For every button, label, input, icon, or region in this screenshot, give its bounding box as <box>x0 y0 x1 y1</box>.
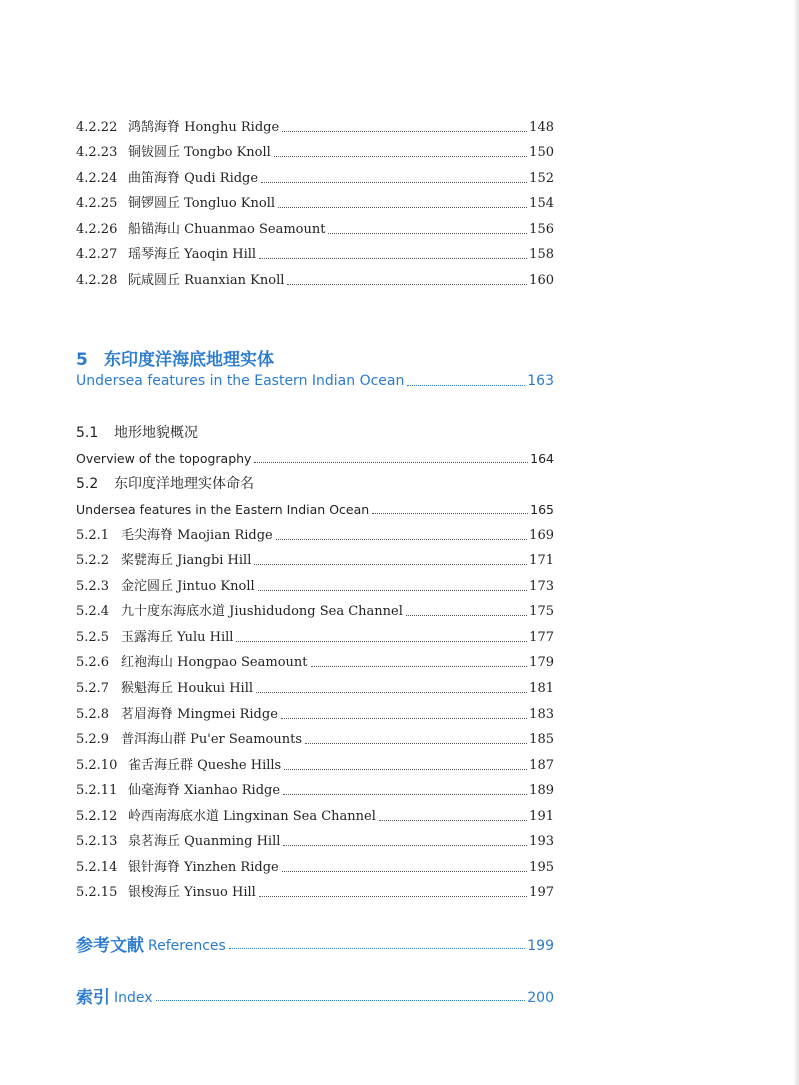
entry-title: 银针海脊 Yinzhen Ridge <box>128 860 279 875</box>
section-5-1-heading[interactable] <box>76 422 198 442</box>
dot-leader <box>254 564 527 565</box>
toc-entry-4-2-27[interactable] <box>76 242 554 262</box>
chapter-number: 5 <box>76 350 88 370</box>
toc-entry-5-2-15[interactable] <box>76 880 554 900</box>
entry-number: 5.2.8 <box>76 707 110 722</box>
entry-page: 173 <box>529 579 554 594</box>
dot-leader <box>281 718 527 719</box>
dot-leader <box>236 641 527 642</box>
entry-title: 船锚海山 Chuanmao Seamount <box>128 222 326 237</box>
entry-number: 5.2.9 <box>76 732 110 747</box>
entry-number: 5.2.4 <box>76 604 110 619</box>
dot-leader <box>328 233 527 234</box>
dot-leader <box>372 513 528 514</box>
entry-number: 4.2.22 <box>76 120 118 135</box>
toc-entry-index[interactable] <box>76 982 554 1006</box>
entry-page: 177 <box>529 630 554 645</box>
entry-number: 4.2.28 <box>76 273 118 288</box>
entry-number: 5.2.2 <box>76 553 110 568</box>
dot-leader <box>256 692 527 693</box>
entry-title: 红袍海山 Hongpao Seamount <box>121 655 308 670</box>
entry-page: 189 <box>529 783 554 798</box>
dot-leader <box>283 794 527 795</box>
references-title-en: References <box>148 938 226 954</box>
entry-page: 156 <box>529 222 554 237</box>
entry-title: 阮咸圆丘 Ruanxian Knoll <box>128 273 285 288</box>
entry-title: 银梭海丘 Yinsuo Hill <box>128 885 256 900</box>
entry-page: 181 <box>529 681 554 696</box>
entry-title: 岭西南海底水道 Lingxinan Sea Channel <box>128 809 376 824</box>
dot-leader <box>283 845 527 846</box>
dot-leader <box>258 590 528 591</box>
toc-entry-5-2-13[interactable] <box>76 829 554 849</box>
entry-title: 猴魁海丘 Houkui Hill <box>121 681 254 696</box>
entry-page: 152 <box>529 171 554 186</box>
entry-title: 瑶琴海丘 Yaoqin Hill <box>128 247 257 262</box>
toc-entry-references[interactable] <box>76 930 554 954</box>
toc-entry-5-1[interactable] <box>76 446 554 466</box>
toc-entry-5-2-7[interactable] <box>76 676 554 696</box>
dot-leader <box>259 896 527 897</box>
toc-entry-5-2-8[interactable] <box>76 702 554 722</box>
toc-entry-5-2[interactable] <box>76 497 554 517</box>
dot-leader <box>406 615 527 616</box>
toc-entry-chapter-5[interactable] <box>76 369 554 389</box>
page-edge-shadow <box>793 0 799 1085</box>
section-number: 5.1 <box>76 425 99 441</box>
entry-number: 5.2.7 <box>76 681 110 696</box>
entry-page: 164 <box>530 451 554 466</box>
dot-leader <box>261 182 527 183</box>
toc-entry-5-2-9[interactable] <box>76 727 554 747</box>
toc-entry-5-2-10[interactable] <box>76 753 554 773</box>
entry-number: 5.2.6 <box>76 655 110 670</box>
dot-leader <box>229 948 525 949</box>
dot-leader <box>276 539 527 540</box>
entry-page: 199 <box>527 938 554 954</box>
dot-leader <box>305 743 527 744</box>
entry-page: 193 <box>529 834 554 849</box>
entry-number: 5.2.5 <box>76 630 110 645</box>
toc-entry-4-2-28[interactable] <box>76 268 554 288</box>
entry-page: 179 <box>529 655 554 670</box>
entry-page: 171 <box>529 553 554 568</box>
entry-number: 5.2.11 <box>76 783 118 798</box>
toc-entry-5-2-5[interactable] <box>76 625 554 645</box>
dot-leader <box>287 284 527 285</box>
entry-title: 茗眉海脊 Mingmei Ridge <box>121 707 278 722</box>
entry-page: 160 <box>529 273 554 288</box>
toc-entry-4-2-23[interactable] <box>76 140 554 160</box>
entry-page: 200 <box>527 990 554 1006</box>
entry-number: 5.2.14 <box>76 860 118 875</box>
entry-number: 5.2.12 <box>76 809 118 824</box>
entry-title: 鸿鹄海脊 Honghu Ridge <box>128 120 280 135</box>
toc-entry-5-2-12[interactable] <box>76 804 554 824</box>
entry-page: 183 <box>529 707 554 722</box>
index-title-cn: 索引 <box>76 988 110 1008</box>
dot-leader <box>407 385 525 386</box>
entry-number: 4.2.25 <box>76 196 118 211</box>
toc-entry-4-2-24[interactable] <box>76 166 554 186</box>
toc-entry-5-2-1[interactable] <box>76 523 554 543</box>
toc-entry-5-2-11[interactable] <box>76 778 554 798</box>
entry-number: 4.2.27 <box>76 247 118 262</box>
entry-number: 4.2.24 <box>76 171 118 186</box>
section-number: 5.2 <box>76 476 99 492</box>
entry-title: 毛尖海脊 Maojian Ridge <box>121 528 273 543</box>
entry-page: 191 <box>529 809 554 824</box>
entry-number: 5.2.13 <box>76 834 118 849</box>
dot-leader <box>284 769 527 770</box>
entry-title: 雀舌海丘群 Queshe Hills <box>128 758 282 773</box>
entry-page: 195 <box>529 860 554 875</box>
dot-leader <box>274 156 527 157</box>
entry-number: 5.2.3 <box>76 579 110 594</box>
entry-number: 5.2.15 <box>76 885 118 900</box>
entry-title: 仙毫海脊 Xianhao Ridge <box>128 783 281 798</box>
toc-entry-5-2-2[interactable] <box>76 548 554 568</box>
dot-leader <box>311 666 528 667</box>
entry-title: 普洱海山群 Pu'er Seamounts <box>121 732 303 747</box>
dot-leader <box>379 820 527 821</box>
entry-number: 5.2.10 <box>76 758 118 773</box>
section-title-cn: 地形地貌概况 <box>114 425 198 441</box>
section-5-2-heading[interactable] <box>76 473 254 493</box>
chapter-title-cn: 东印度洋海底地理实体 <box>104 350 274 370</box>
toc-entry-5-2-3[interactable] <box>76 574 554 594</box>
entry-page: 185 <box>529 732 554 747</box>
chapter-5-heading[interactable] <box>76 345 274 370</box>
entry-title: 铜钹圆丘 Tongbo Knoll <box>128 145 271 160</box>
entry-number: 4.2.26 <box>76 222 118 237</box>
toc-entry-5-2-6[interactable] <box>76 650 554 670</box>
dot-leader <box>282 131 527 132</box>
toc-entry-4-2-26[interactable] <box>76 217 554 237</box>
entry-number: 4.2.23 <box>76 145 118 160</box>
entry-page: 154 <box>529 196 554 211</box>
references-title-cn: 参考文献 <box>76 936 144 956</box>
chapter-title-en: Undersea features in the Eastern Indian Ocean <box>76 373 405 389</box>
entry-title: 桨甓海丘 Jiangbi Hill <box>121 553 252 568</box>
section-title-en: Undersea features in the Eastern Indian Ocean <box>76 502 370 517</box>
entry-title: 玉露海丘 Yulu Hill <box>121 630 234 645</box>
toc-entry-5-2-14[interactable] <box>76 855 554 875</box>
entry-page: 169 <box>529 528 554 543</box>
index-title-en: Index <box>114 990 153 1006</box>
section-title-en: Overview of the topography <box>76 451 252 466</box>
entry-page: 197 <box>529 885 554 900</box>
entry-page: 150 <box>529 145 554 160</box>
entry-page: 158 <box>529 247 554 262</box>
dot-leader <box>278 207 527 208</box>
entry-page: 163 <box>527 373 554 389</box>
entry-title: 泉茗海丘 Quanming Hill <box>128 834 281 849</box>
entry-page: 187 <box>529 758 554 773</box>
entry-title: 九十度东海底水道 Jiushidudong Sea Channel <box>121 604 403 619</box>
dot-leader <box>259 258 527 259</box>
toc-entry-4-2-25[interactable] <box>76 191 554 211</box>
toc-entry-5-2-4[interactable] <box>76 599 554 619</box>
entry-title: 曲笛海脊 Qudi Ridge <box>128 171 259 186</box>
dot-leader <box>254 462 528 463</box>
dot-leader <box>156 1000 526 1001</box>
entry-page: 148 <box>529 120 554 135</box>
toc-entry-4-2-22[interactable] <box>76 115 554 135</box>
entry-title: 铜锣圆丘 Tongluo Knoll <box>128 196 276 211</box>
entry-title: 金沱圆丘 Jintuo Knoll <box>121 579 255 594</box>
entry-number: 5.2.1 <box>76 528 110 543</box>
section-title-cn: 东印度洋地理实体命名 <box>114 476 254 492</box>
entry-page: 175 <box>529 604 554 619</box>
dot-leader <box>282 871 527 872</box>
entry-page: 165 <box>530 502 554 517</box>
